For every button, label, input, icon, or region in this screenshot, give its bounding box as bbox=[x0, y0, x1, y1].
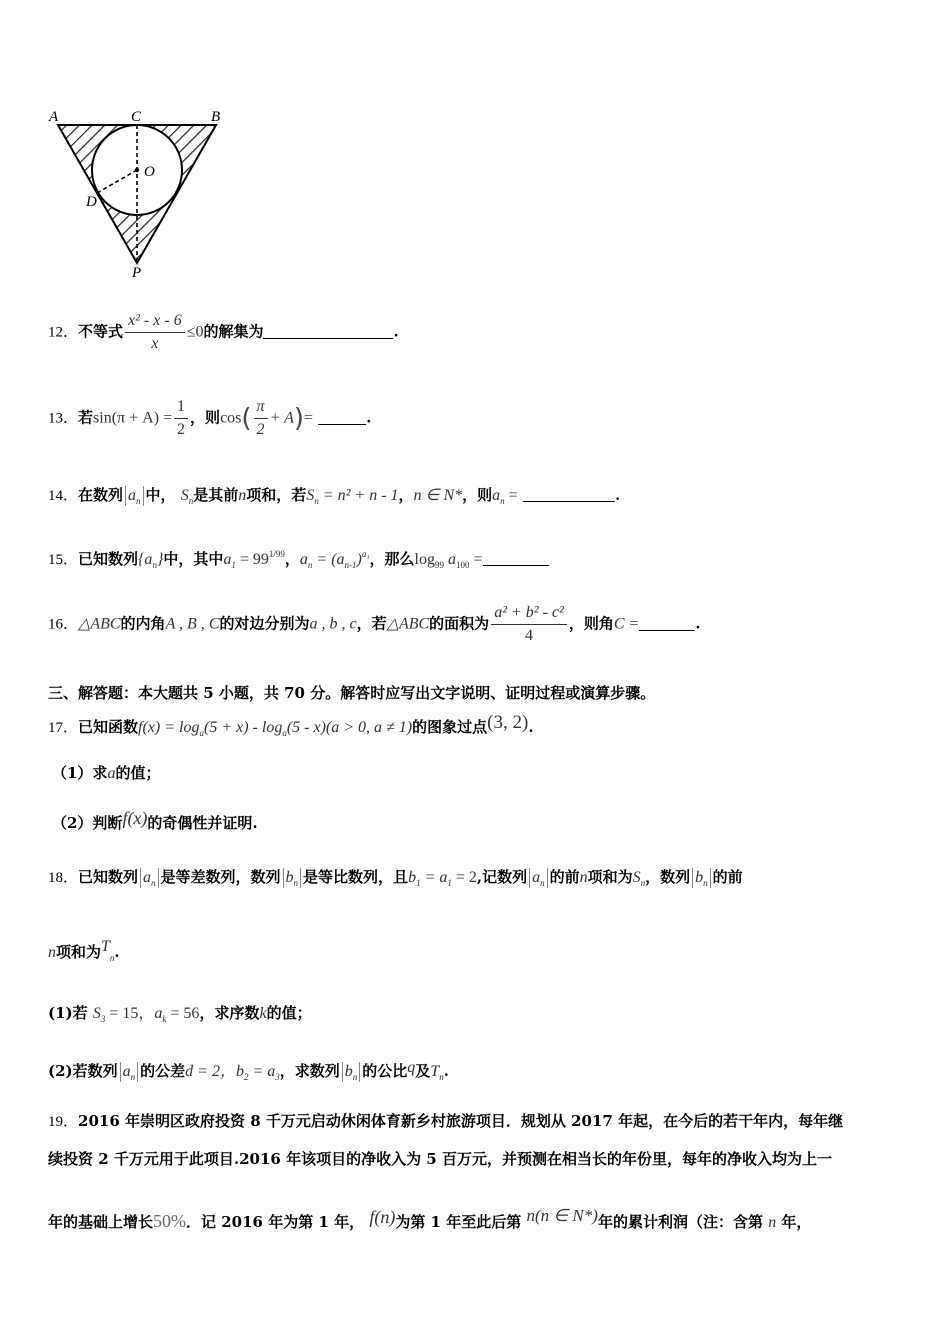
q13-plus-a: + A bbox=[269, 409, 294, 427]
q14-sn-sub: n bbox=[188, 496, 194, 506]
question-17 bbox=[48, 712, 534, 738]
q19-line-3-a: 年的基础上增长 bbox=[48, 1213, 154, 1231]
q17-func-mid: (5 + x) - log bbox=[203, 719, 283, 736]
q18-p2-tn: T bbox=[430, 1063, 440, 1080]
q12-answer-blank[interactable] bbox=[263, 324, 393, 339]
q18-p2-text-2: ，求数列 bbox=[279, 1062, 340, 1080]
q17-part-2 bbox=[52, 808, 258, 833]
q16-area-fraction bbox=[491, 604, 567, 645]
q14-an: a bbox=[128, 487, 137, 504]
q18-line2-n: n bbox=[48, 944, 56, 961]
q14-text-5: ， bbox=[398, 486, 414, 504]
q18-bn: b bbox=[285, 869, 294, 886]
q18-number: 18． bbox=[48, 870, 79, 886]
q15-text-3: ， bbox=[284, 550, 300, 568]
q16-triangle: △ABC bbox=[78, 615, 121, 633]
q14-text-6: ，则 bbox=[462, 486, 493, 504]
q19-line-1-text: 2016 年崇明区政府投资 8 千万元启动休闲体育新乡村旅游项目．规划从 2017 年起，在今后的若干年内，每年继 bbox=[78, 1112, 844, 1130]
q15-log: log bbox=[414, 551, 435, 568]
q18-an2-sub: n bbox=[540, 878, 545, 888]
q16-angles: A , B , C bbox=[165, 615, 220, 633]
q16-text-4: 的面积为 bbox=[429, 614, 490, 633]
q19-number: 19． bbox=[48, 1114, 79, 1130]
q14-end: . bbox=[614, 486, 621, 504]
q17-text-1: 已知函数 bbox=[78, 718, 139, 736]
center-dot bbox=[135, 168, 139, 172]
q18-p1-label: (1)若 bbox=[48, 1004, 88, 1022]
q16-text-1: 的内角 bbox=[120, 614, 166, 633]
q15-number: 15． bbox=[48, 552, 79, 568]
q12-relation: ≤0 bbox=[186, 323, 204, 341]
q14-condition: n ∈ N* bbox=[413, 487, 463, 504]
q18-p2-b2-sub: 2 bbox=[243, 1072, 249, 1082]
q12-numerator: x² - x - 6 bbox=[128, 312, 182, 329]
q18-line2-end: . bbox=[114, 943, 120, 961]
q17-p2-var: f(x) bbox=[122, 808, 148, 828]
q16-area-top: a² + b² - c² bbox=[494, 604, 564, 621]
q15-rec-exp: a₁ bbox=[361, 549, 370, 559]
q13-answer-blank[interactable] bbox=[318, 410, 366, 425]
q14-eq: = bbox=[504, 487, 518, 504]
question-19-line-3 bbox=[48, 1206, 811, 1232]
question-19-line-2 bbox=[48, 1148, 832, 1169]
q18-p1-ak: a bbox=[154, 1005, 163, 1022]
q16-sides: a , b , c bbox=[309, 615, 357, 633]
q17-p2-text: 的奇偶性并证明. bbox=[147, 814, 258, 832]
q14-an2: a bbox=[492, 487, 501, 504]
q18-bn2: b bbox=[695, 869, 704, 886]
q17-p1-text: 的值； bbox=[115, 764, 161, 782]
q18-p1-ak-sub: k bbox=[162, 1014, 167, 1024]
q18-p2-label: (2)若数列 bbox=[48, 1062, 118, 1080]
label-o: O bbox=[144, 164, 155, 180]
q18-an2: a bbox=[532, 869, 541, 886]
q18-p2-b2: b bbox=[235, 1063, 244, 1080]
q18-p2-end: . bbox=[443, 1062, 449, 1080]
q15-answer-blank[interactable] bbox=[483, 551, 549, 566]
q14-answer-blank[interactable] bbox=[523, 487, 615, 502]
q12-end: . bbox=[393, 322, 399, 341]
q19-line-3-e: 年， bbox=[781, 1213, 812, 1231]
q18-p2-text-4: 及 bbox=[415, 1062, 431, 1080]
q18-cond-sub2: 1 bbox=[447, 878, 452, 888]
q13-number: 13． bbox=[48, 410, 79, 427]
q13-left-paren: ( bbox=[241, 403, 252, 434]
q12-fraction bbox=[125, 312, 185, 353]
q13-half bbox=[174, 398, 188, 439]
q18-part-2 bbox=[48, 1058, 449, 1082]
q14-text-4: 项和，若 bbox=[246, 486, 307, 504]
q18-n: n bbox=[579, 869, 588, 886]
q14-formula-s: S bbox=[306, 487, 315, 504]
q18-p1-text: ，求序数 bbox=[199, 1004, 260, 1022]
q18-p1-s3: S bbox=[92, 1005, 101, 1022]
q16-c-eq: C = bbox=[613, 615, 640, 633]
question-14 bbox=[48, 484, 620, 506]
q19-fn: f(n) bbox=[369, 1207, 396, 1227]
q14-text-2: 中， bbox=[145, 486, 176, 504]
q19-line-3-c: 为第 1 年至此后第 bbox=[395, 1213, 522, 1231]
q14-number: 14． bbox=[48, 488, 79, 504]
q13-text: 若 bbox=[78, 408, 94, 427]
q13-end: . bbox=[366, 408, 372, 427]
q17-p2-label: （2）判断 bbox=[52, 814, 123, 832]
question-19-line-1 bbox=[48, 1110, 843, 1131]
q18-p2-bn-sub: n bbox=[352, 1072, 358, 1082]
q18-part-1 bbox=[48, 1000, 312, 1024]
q14-formula-sub: n bbox=[314, 496, 319, 506]
q18-text-6: 项和为 bbox=[587, 868, 633, 886]
q18-text-5: 的前 bbox=[549, 868, 580, 886]
q18-p2-text-3: 的公比 bbox=[362, 1062, 408, 1080]
q16-end: . bbox=[695, 614, 701, 633]
q15-log-arg: a bbox=[443, 551, 456, 568]
question-15 bbox=[48, 548, 549, 570]
q18-p2-b2-sub2: 3 bbox=[275, 1072, 280, 1082]
q19-ncond: n(n ∈ N*) bbox=[526, 1206, 598, 1225]
triangle-circle-figure bbox=[40, 100, 240, 285]
q12-text-2: 的解集为 bbox=[203, 322, 264, 341]
q15-log-eq: = bbox=[469, 551, 483, 568]
q17-func-sub2: a bbox=[282, 728, 287, 738]
q18-tn: T bbox=[101, 938, 110, 955]
q18-tn-sub: n bbox=[109, 953, 115, 963]
q13-pi-half bbox=[254, 398, 268, 439]
q18-sn-sub: n bbox=[640, 878, 646, 888]
label-b: B bbox=[211, 109, 221, 125]
q14-formula: = n² + n - 1 bbox=[318, 487, 399, 504]
q13-text-2: ，则 bbox=[190, 408, 221, 427]
q17-text-2: 的图象过点 bbox=[412, 718, 488, 736]
q16-area-bot: 4 bbox=[491, 624, 567, 645]
q18-bn-sub: n bbox=[293, 878, 299, 888]
q15-a1: a bbox=[223, 551, 232, 568]
q18-text-4: ,记数列 bbox=[476, 868, 528, 886]
q18-text-3: 是等比数列，且 bbox=[303, 868, 409, 886]
q18-an-sub: n bbox=[151, 878, 156, 888]
q19-n: n bbox=[768, 1214, 777, 1231]
label-d: D bbox=[86, 194, 97, 210]
q14-an-sub: n bbox=[136, 496, 141, 506]
label-a: A bbox=[49, 109, 59, 125]
q18-p2-d: d = 2， bbox=[185, 1063, 236, 1080]
q18-p1-ak-val: = 56 bbox=[166, 1005, 200, 1022]
q15-text-4: ，那么 bbox=[369, 550, 415, 568]
label-p: P bbox=[132, 265, 142, 281]
q15-rec-eq: = (a bbox=[312, 551, 345, 568]
q13-sin-expr: sin(π + A) = bbox=[93, 409, 173, 427]
q15-text-1: 已知数列 bbox=[78, 550, 139, 568]
q18-p2-b2-eq: = a bbox=[248, 1063, 276, 1080]
q12-text: 不等式 bbox=[78, 322, 124, 341]
question-16 bbox=[48, 604, 701, 645]
q15-a1-sub: 1 bbox=[231, 560, 236, 570]
q16-triangle-2: △ABC bbox=[386, 615, 430, 633]
question-13 bbox=[48, 398, 372, 439]
q18-p2-an: a bbox=[122, 1063, 131, 1080]
q18-p2-q: q bbox=[407, 1059, 416, 1076]
q18-text-1: 已知数列 bbox=[78, 868, 139, 886]
label-c: C bbox=[131, 109, 142, 125]
q13-right-paren: ) bbox=[293, 403, 304, 434]
q15-rec: a bbox=[299, 551, 308, 568]
q18-p2-bn: b bbox=[344, 1063, 353, 1080]
q18-text-2: 是等差数列，数列 bbox=[160, 868, 281, 886]
q19-percent: 50% bbox=[153, 1211, 187, 1231]
q19-line-2-text: 续投资 2 千万元用于此项目.2016 年该项目的净收入为 5 百万元，并预测在相当长的年份里，每年的净收入均为上一 bbox=[48, 1150, 832, 1168]
q16-text-5: ，则角 bbox=[568, 614, 614, 633]
q17-p1-var: a bbox=[107, 765, 116, 782]
q14-an2-sub: n bbox=[500, 496, 505, 506]
q14-n: n bbox=[238, 487, 247, 504]
q18-p2-text-1: 的公差 bbox=[140, 1062, 186, 1080]
q15-a1-exp: 1/99 bbox=[268, 549, 285, 559]
question-18 bbox=[48, 866, 743, 888]
q18-bn2-sub: n bbox=[703, 878, 708, 888]
q18-text-8: 的前 bbox=[712, 868, 743, 886]
q18-cond-end: = 2 bbox=[451, 869, 477, 886]
q13-cos: cos bbox=[220, 409, 242, 427]
q12-denominator: x bbox=[125, 332, 185, 353]
q17-p1-label: （1）求 bbox=[52, 764, 108, 782]
q15-log-base: 99 bbox=[434, 560, 444, 570]
q15-text-2: 中，其中 bbox=[163, 550, 224, 568]
q18-p1-s3-val: = 15， bbox=[105, 1005, 155, 1022]
q18-line-2 bbox=[48, 938, 120, 963]
section-heading: 三、解答题：本大题共 5 小题，共 70 分。解答时应写出文字说明、证明过程或演算步骤。 bbox=[48, 684, 656, 702]
q13-half-top: 1 bbox=[177, 398, 186, 415]
q16-number: 16． bbox=[48, 616, 79, 633]
q18-cond-sub: 1 bbox=[416, 878, 421, 888]
q14-text-3: 是其前 bbox=[193, 486, 239, 504]
q17-point: (3, 2) bbox=[487, 712, 529, 733]
q15-rec-close: ) bbox=[356, 551, 362, 568]
q14-text-1: 在数列 bbox=[78, 486, 124, 504]
q15-rec-sub: n bbox=[307, 560, 313, 570]
q16-text-2: 的对边分别为 bbox=[219, 614, 310, 633]
q12-number: 12． bbox=[48, 324, 79, 341]
q17-func: f(x) = log bbox=[138, 719, 200, 736]
q13-eq: = bbox=[304, 409, 314, 427]
q18-cond-mid: = a bbox=[420, 869, 448, 886]
q18-p2-an-sub: n bbox=[130, 1072, 136, 1082]
q17-part-1 bbox=[52, 762, 160, 783]
q15-seq-end: } bbox=[156, 551, 164, 568]
q18-sn: S bbox=[632, 869, 641, 886]
q15-a1-eq: = 99 bbox=[235, 551, 269, 568]
q16-answer-blank[interactable] bbox=[639, 616, 695, 631]
q13-pi-bot: 2 bbox=[254, 418, 268, 439]
q17-end: . bbox=[528, 718, 534, 736]
question-12 bbox=[48, 312, 399, 353]
q18-p2-tn-sub: n bbox=[439, 1072, 444, 1082]
q14-sn: S bbox=[180, 487, 189, 504]
q15-rec-sub2: n-1 bbox=[344, 560, 357, 570]
q18-cond: b bbox=[408, 869, 417, 886]
q19-line-3-b: ．记 2016 年为第 1 年， bbox=[186, 1213, 365, 1231]
q19-line-3-d: 年的累计利润（注：含第 bbox=[597, 1213, 763, 1231]
q13-pi-top: π bbox=[256, 398, 265, 415]
q15-seq-sub: n bbox=[152, 560, 157, 570]
q15-seq: {a bbox=[138, 551, 153, 568]
q17-func-end: (5 - x)(a > 0, a ≠ 1) bbox=[286, 719, 413, 736]
q18-line2-text: 项和为 bbox=[56, 943, 102, 961]
q16-text-3: ，若 bbox=[356, 614, 387, 633]
q18-p1-k: k bbox=[259, 1005, 267, 1022]
q18-p1-s3-sub: 3 bbox=[100, 1014, 106, 1024]
q17-func-sub: a bbox=[199, 728, 204, 738]
q18-p1-end: 的值； bbox=[266, 1004, 312, 1022]
q13-half-bot: 2 bbox=[174, 418, 188, 439]
q15-log-sub: 100 bbox=[455, 560, 470, 570]
q17-number: 17． bbox=[48, 720, 79, 736]
q18-an: a bbox=[143, 869, 152, 886]
q18-text-7: ，数列 bbox=[645, 868, 691, 886]
